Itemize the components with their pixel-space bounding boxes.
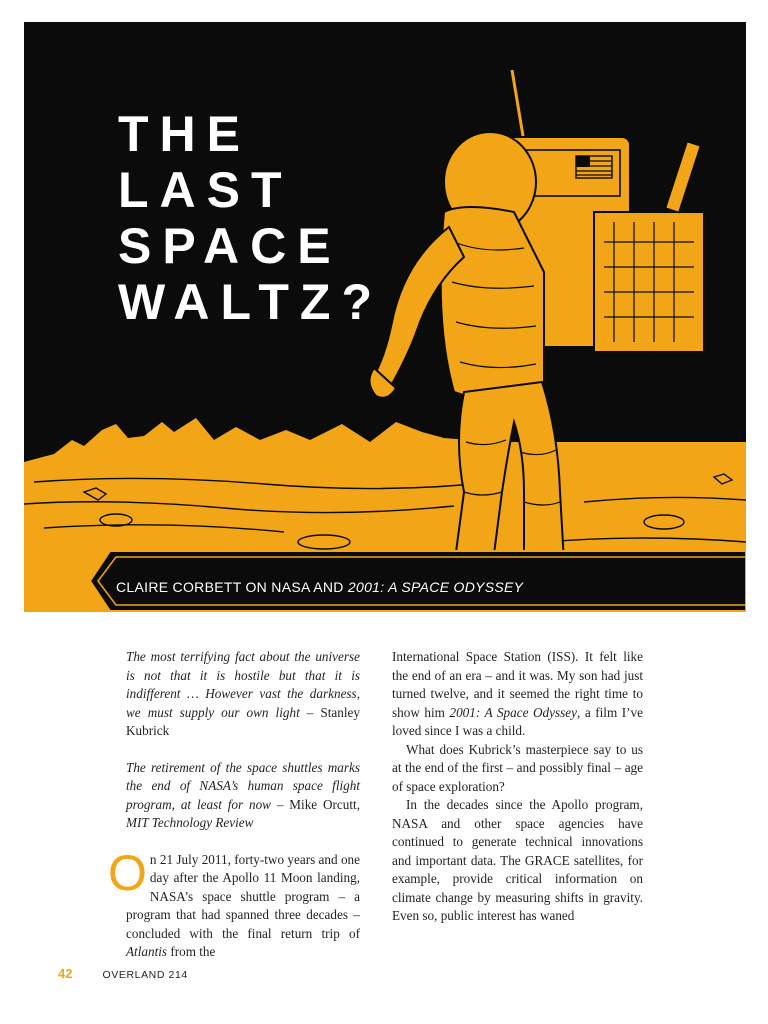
article-paragraph-3: In the decades since the Apollo program, NASA and other space agencies have continued to generate technical innovations and important data. The GRACE satellites, for example, provide critical information on climate change by measuring shifts in gravity. Even so, public interest has waned (392, 797, 643, 923)
epigraph-source: MIT Technology Review (126, 815, 254, 830)
byline-plain: CLAIRE CORBETT ON NASA AND (116, 579, 348, 595)
article-paragraph-1-continued (392, 648, 643, 741)
shuttle-name: Atlantis (126, 944, 168, 959)
article-title (118, 106, 383, 330)
page-footer (58, 966, 188, 981)
article-column-right (392, 648, 643, 926)
byline-film-title: 2001: A SPACE ODYSSEY (347, 579, 524, 595)
epigraph-quote: The retirement of the space shuttles marks the end of NASA’s human space flight program, at least for now (126, 759, 360, 812)
epigraph-attribution: – Mike Orcutt, (270, 796, 360, 812)
paragraph-text: from the (167, 944, 216, 959)
title-line: SPACE (118, 218, 342, 274)
article-paragraph-1 (108, 844, 360, 962)
article-column-left (108, 648, 360, 962)
us-flag-icon (576, 156, 612, 178)
byline (116, 579, 523, 595)
epigraph-kubrick (126, 648, 360, 741)
title-line: WALTZ? (118, 274, 383, 330)
title-line: THE (118, 106, 251, 162)
epigraph-quote: The most terrifying fact about the universe is not that it is hostile but that it is indifferent … However vast the darkness, we must supply our own light (126, 649, 360, 720)
paragraph-text: International Space Station (ISS). It felt like the end of an era – and it was. My son had just turned twelve, and it seemed the right time to show him (392, 649, 643, 720)
page-number: 42 (58, 966, 73, 981)
paragraph-text: n 21 July 2011, forty-two years and one day after the Apollo 11 Moon landing, NASA’s space shuttle program – a program that had spanned three decades – concluded with the final return trip of (126, 851, 360, 941)
paragraph-text: , a film I’ve loved since I was a child. (392, 704, 643, 738)
epigraph-orcutt (126, 759, 360, 833)
equipment-box (594, 212, 704, 352)
article-paragraph-2: What does Kubrick’s masterpiece say to us at the end of the first – and possibly final – age of space exploration? (392, 741, 643, 794)
banner-background (86, 531, 746, 611)
title-line: LAST (118, 162, 293, 218)
epigraph-attribution: – Stanley Kubrick (126, 704, 360, 738)
magazine-issue: OVERLAND 214 (102, 969, 188, 981)
byline-banner (86, 531, 746, 611)
drop-cap: O (108, 844, 147, 901)
film-title: 2001: A Space Odyssey (449, 704, 577, 720)
hero-illustration (24, 22, 746, 612)
